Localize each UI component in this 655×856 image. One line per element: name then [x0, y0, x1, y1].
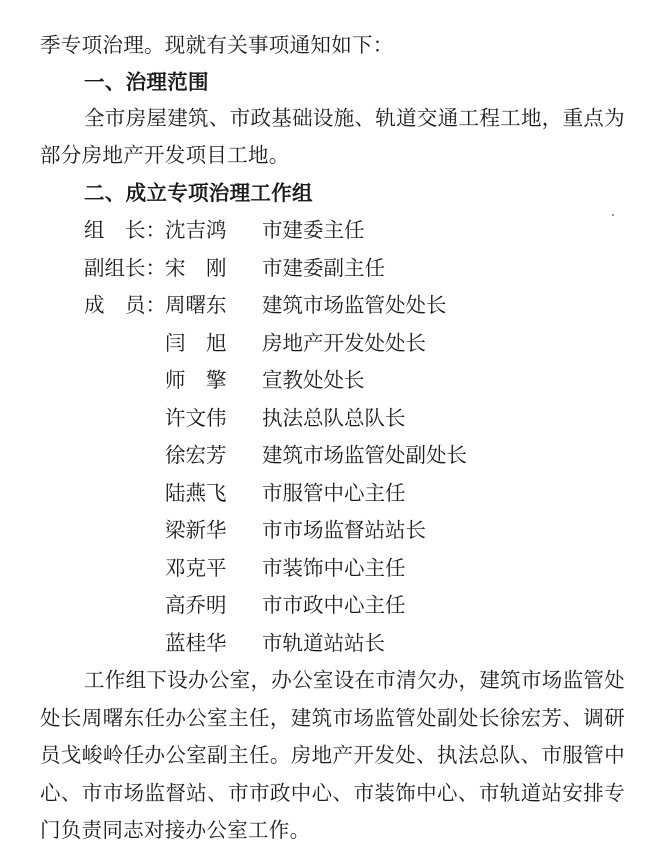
section2-heading: 二、成立专项治理工作组 — [84, 181, 313, 205]
section1-para-line1: 全市房屋建筑、市政基础设施、轨道交通工程工地，重点为 — [84, 106, 625, 130]
office-line-3: 员戈峻岭任办公室副主任。房地产开发处、执法总队、市服管中 — [40, 743, 625, 767]
member-name: 梁新华 — [165, 518, 227, 542]
scan-speck — [612, 214, 614, 216]
office-line-4: 心、市市场监督站、市市政中心、市装饰中心、市轨道站安排专 — [40, 781, 625, 805]
member-title: 建筑市场监管处处长 — [262, 293, 447, 317]
office-line-5: 门负责同志对接办公室工作。 — [40, 818, 311, 842]
section1-heading: 一、治理范围 — [84, 70, 209, 94]
intro-tail: 季专项治理。现就有关事项通知如下： — [40, 33, 394, 57]
member-name: 邓克平 — [165, 555, 227, 580]
member-role: 成 员： — [84, 293, 166, 317]
member-role: 副组长： — [84, 255, 166, 280]
member-name: 宋 刚 — [165, 255, 227, 280]
member-name: 陆燕飞 — [165, 480, 227, 505]
member-title: 市服管中心主任 — [262, 480, 406, 505]
office-line-2: 处长周曙东任办公室主任，建筑市场监管处副处长徐宏芳、调研 — [40, 706, 625, 730]
member-name: 师 擎 — [165, 368, 227, 392]
member-name: 沈吉鸿 — [165, 218, 227, 242]
section1-para-line2: 部分房地产开发项目工地。 — [40, 143, 290, 167]
member-title: 执法总队总队长 — [262, 405, 406, 430]
member-title: 市轨道站站长 — [262, 630, 385, 655]
member-name: 周曙东 — [165, 293, 227, 317]
member-title: 市装饰中心主任 — [262, 555, 406, 580]
member-name: 闫 旭 — [165, 330, 227, 355]
member-role: 组 长： — [84, 218, 166, 242]
member-title: 市建委副主任 — [262, 255, 385, 280]
member-title: 建筑市场监管处副处长 — [262, 443, 467, 467]
member-name: 高乔明 — [165, 593, 227, 617]
member-title: 市建委主任 — [262, 218, 365, 242]
member-name: 许文伟 — [165, 405, 227, 430]
member-title: 宣教处处长 — [262, 368, 365, 392]
member-title: 市市场监督站站长 — [262, 518, 426, 542]
member-name: 蓝桂华 — [165, 630, 227, 655]
member-title: 市市政中心主任 — [262, 593, 406, 617]
member-name: 徐宏芳 — [165, 443, 227, 467]
member-title: 房地产开发处处长 — [262, 330, 426, 355]
office-line-1: 工作组下设办公室，办公室设在市清欠办，建筑市场监管处 — [84, 668, 625, 692]
